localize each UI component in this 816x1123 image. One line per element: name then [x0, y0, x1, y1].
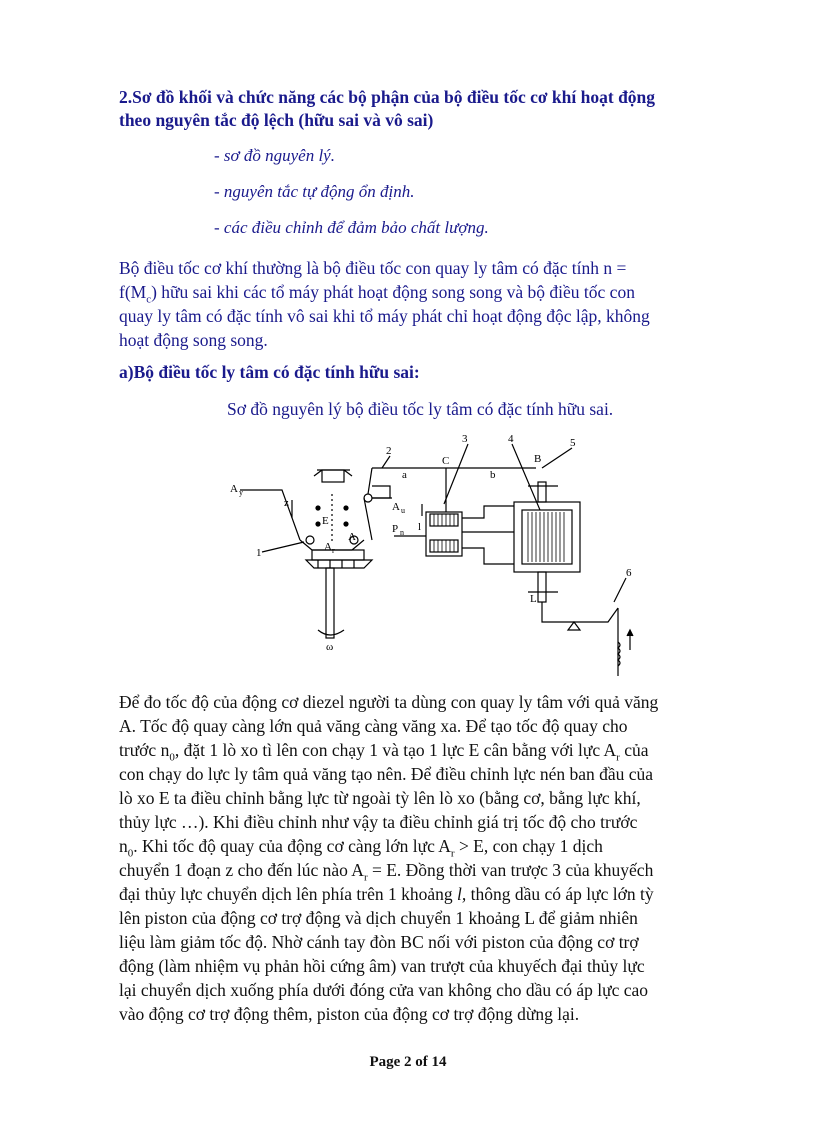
drive-shaft [326, 568, 334, 638]
label-2: 2 [386, 445, 392, 457]
label-C: C [442, 455, 450, 467]
label-5: 5 [570, 437, 576, 449]
slider-1 [312, 550, 364, 560]
label-Ar: A [324, 541, 332, 553]
spring-top [322, 470, 344, 482]
label-3: 3 [462, 433, 468, 445]
label-A: A [348, 531, 356, 543]
servo-rod-bottom [538, 572, 546, 602]
pilot-valve-3 [426, 512, 462, 556]
fulcrum [568, 622, 580, 630]
label-E: E [322, 515, 329, 527]
heading-line-2: theo nguyên tắc độ lệch (hữu sai và vô sai) [119, 110, 434, 130]
servo-rod-top [538, 482, 546, 502]
page-footer: Page 2 of 14 [369, 1054, 447, 1070]
bullet-item: - nguyên tắc tự động ổn định. [214, 182, 415, 201]
label-a: a [402, 469, 407, 481]
section-heading [119, 86, 699, 132]
figure-caption: Sơ đồ nguyên lý bộ điều tốc ly tâm có đặc tính hữu sai. [227, 399, 614, 419]
svg-text:r: r [332, 546, 335, 555]
body-paragraph: Để đo tốc độ của động cơ diezel người ta dùng con quay ly tâm với quả văng A. Tốc độ quay càng lớn quả văng càng văng xa. Để tạo tốc độ quay cho trước $n_0$, đặt 1 lò xo tì lên con chạy 1 và tạo 1 lực E cân bằng với lực $A_r$ của con chạy do lực ly tâm quả văng tạo nên. Để điều chỉnh lực nén ban đầu của lò xo E ta điều chỉnh bằng lực từ ngoài tỳ lên lò xo (bằng cơ, bằng lực khí, thủy lực …). Khi điều chỉnh như vậy ta điều chỉnh giá trị tốc độ cho trước $n_0$. Khi tốc độ quay của động cơ càng lớn lực $A_r > E$, con chạy 1 dịch chuyển 1 đoạn z cho đến lúc nào $A_r = E$. Đồng thời van trược 3 của khuyếch đại thủy lực chuyển dịch lên phía trên 1 khoảng l, thông dầu có áp lực lớn tỳ lên piston của động cơ trợ động và dịch chuyển 1 khoảng L để giảm nhiên liệu làm giảm tốc độ. Nhờ cánh tay đòn BC nối với piston của động cơ trợ động (làm nhiệm vụ phản hồi cứng âm) van trượt của khuyếch đại thủy lực lại chuyển dịch xuống phía dưới đóng cửa van không cho dầu có áp lực cao vào động cơ trợ động thêm, piston của động cơ trợ động dừng lại. [119, 692, 659, 1024]
rotation-arrow [318, 630, 344, 635]
servo-cylinder [514, 502, 580, 572]
label-b: b [490, 469, 496, 481]
output-lever [542, 602, 618, 622]
bullet-item: - các điều chỉnh để đảm bảo chất lượng. [214, 218, 489, 237]
label-L: L [530, 593, 537, 605]
intro-paragraph: Bộ điều tốc cơ khí thường là bộ điều tốc con quay ly tâm có đặc tính n = $f(M_c)$ hữu sai khi các tổ máy phát hoạt động song song và bộ điều tốc con quay ly tâm có đặc tính vô sai khi tổ máy phát chỉ hoạt động độc lập, không hoạt động song song. [119, 258, 650, 350]
flyweight-left [306, 536, 314, 544]
label-Pn: P [392, 523, 399, 535]
label-1: 1 [256, 547, 262, 559]
label-B: B [534, 453, 542, 465]
heading-line-1: 2.Sơ đồ khối và chức năng các bộ phận của bộ điều tốc cơ khí hoạt động [119, 87, 656, 107]
label-Ay: A [230, 483, 238, 495]
label-omega: ω [326, 641, 334, 653]
governor-diagram [222, 432, 642, 682]
svg-text:y: y [239, 488, 243, 497]
label-l: l [418, 521, 422, 533]
svg-text:n: n [400, 528, 404, 537]
label-Au: A [392, 501, 400, 513]
pivot-left [364, 494, 372, 502]
label-4: 4 [508, 433, 514, 445]
label-6: 6 [626, 567, 632, 579]
svg-text:u: u [401, 506, 405, 515]
subsection-heading: a)Bộ điều tốc ly tâm có đặc tính hữu sai: [119, 362, 420, 382]
governor-base [306, 560, 372, 568]
lever-down [364, 498, 372, 540]
bullet-item: - sơ đồ nguyên lý. [214, 146, 335, 165]
left-lever-line [240, 490, 300, 540]
label-z: z [284, 497, 289, 509]
